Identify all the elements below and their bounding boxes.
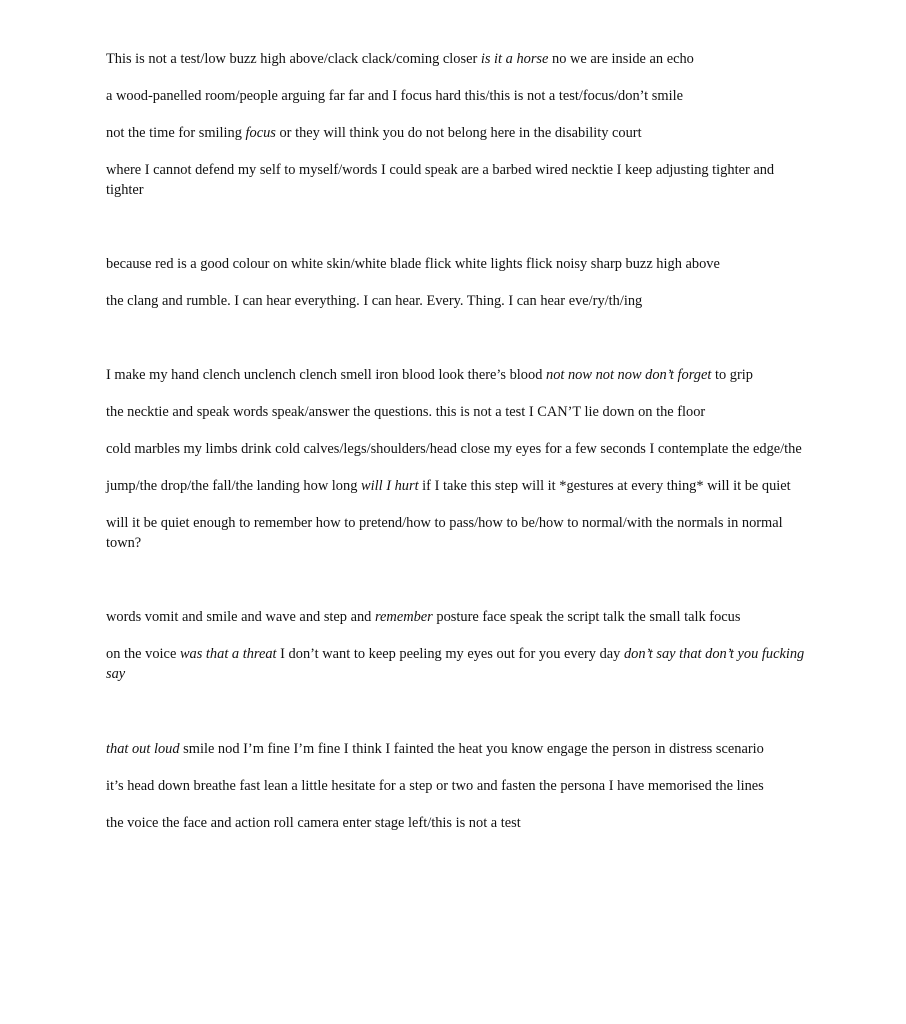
poem-line: a wood-panelled room/people arguing far far and I focus hard this/this is not a test/focus/don’t smile bbox=[106, 88, 683, 104]
poem-line: it’s head down breathe fast lean a little hesitate for a step or two and fasten the persona I have memorised the lines bbox=[106, 778, 764, 794]
poem-line: cold marbles my limbs drink cold calves/legs/shoulders/head close my eyes for a few seconds I contemplate the edge/the bbox=[106, 441, 802, 457]
poem-line: the voice the face and action roll camera enter stage left/this is not a test bbox=[106, 815, 521, 831]
poem-line: I make my hand clench unclench clench smell iron blood look there’s blood not now not now don’t forget to grip bbox=[106, 367, 753, 383]
poem-page bbox=[106, 49, 806, 850]
poem-line: that out loud smile nod I’m fine I’m fine I think I fainted the heat you know engage the person in distress scenario bbox=[106, 741, 764, 757]
poem-line: This is not a test/low buzz high above/clack clack/coming closer is it a horse no we are inside an echo bbox=[106, 51, 694, 67]
stanza-break bbox=[106, 701, 806, 739]
stanza-break bbox=[106, 570, 806, 607]
poem-line: words vomit and smile and wave and step and remember posture face speak the script talk the small talk focus bbox=[106, 609, 741, 625]
poem-line: because red is a good colour on white skin/white blade flick white lights flick noisy sharp buzz high above bbox=[106, 256, 720, 272]
stanza-break bbox=[106, 217, 806, 254]
stanza-break bbox=[106, 328, 806, 365]
poem-line: jump/the drop/the fall/the landing how long will I hurt if I take this step will it *gestures at every thing* will it be quiet bbox=[106, 478, 791, 494]
stanza-5 bbox=[106, 739, 806, 833]
stanza-2 bbox=[106, 254, 806, 311]
stanza-1 bbox=[106, 49, 806, 200]
stanza-4 bbox=[106, 607, 806, 684]
poem-line: will it be quiet enough to remember how to pretend/how to pass/how to be/how to normal/with the normals in normal town? bbox=[106, 515, 783, 551]
poem-line: the clang and rumble. I can hear everything. I can hear. Every. Thing. I can hear eve/ry/th/ing bbox=[106, 293, 643, 309]
poem-line: on the voice was that a threat I don’t want to keep peeling my eyes out for you every day don’t say that don’t you fucking say bbox=[106, 646, 805, 682]
poem-line: the necktie and speak words speak/answer the questions. this is not a test I CAN’T lie down on the floor bbox=[106, 404, 706, 420]
stanza-3 bbox=[106, 365, 806, 553]
poem-line: not the time for smiling focus or they will think you do not belong here in the disability court bbox=[106, 125, 642, 141]
poem-line: where I cannot defend my self to myself/words I could speak are a barbed wired necktie I keep adjusting tighter and tighter bbox=[106, 162, 775, 198]
